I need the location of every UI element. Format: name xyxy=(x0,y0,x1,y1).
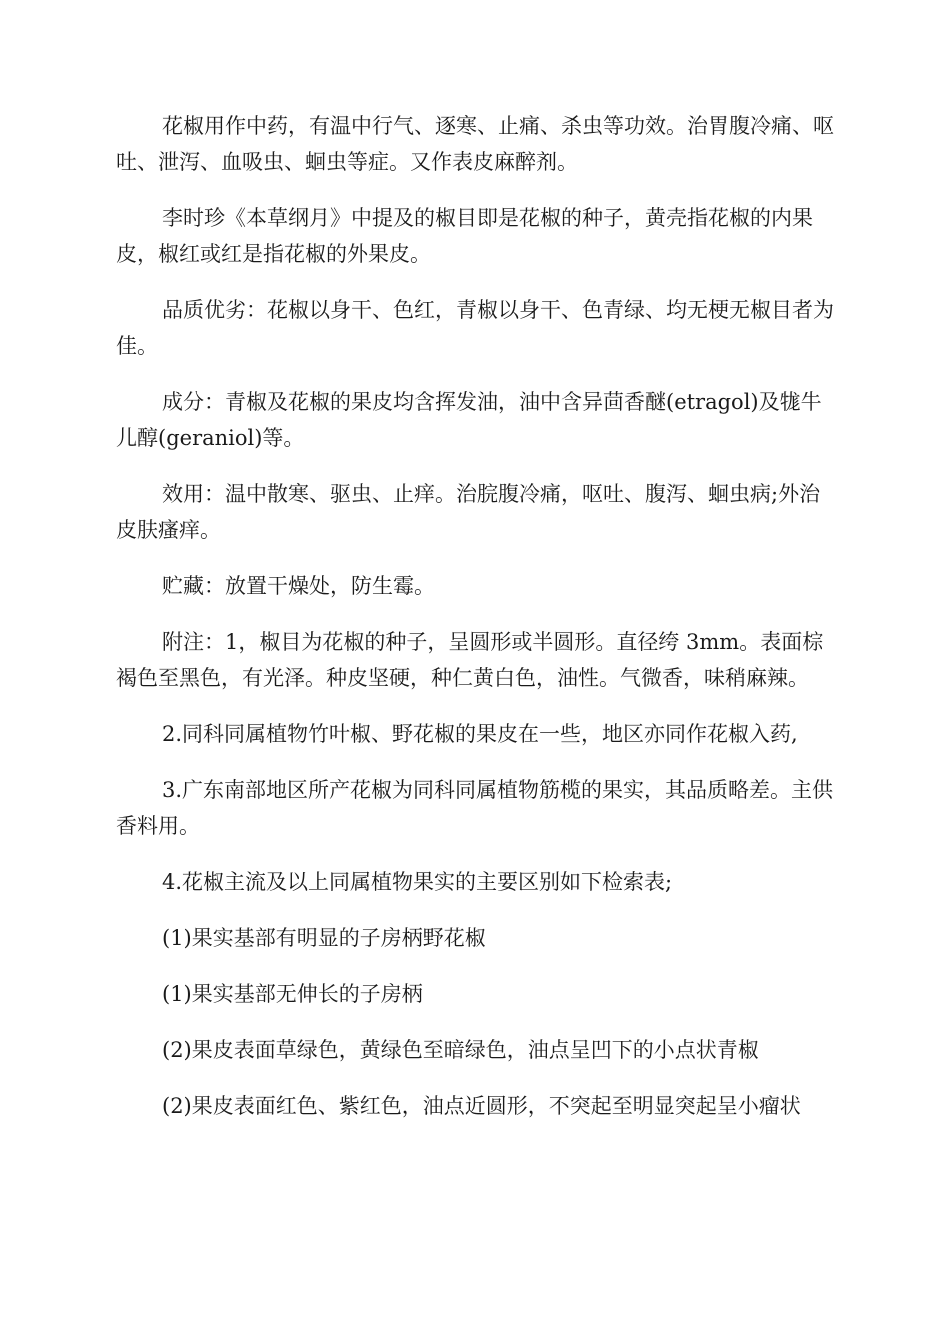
paragraph-note-2: 2.同科同属植物竹叶椒、野花椒的果皮在一些，地区亦同作花椒入药, xyxy=(162,722,798,746)
paragraph-usage: 花椒用作中药，有温中行气、逐寒、止痛、杀虫等功效。治胃腹冷痛、呕吐、泄泻、血吸虫、蛔虫等症。又作表皮麻醉剂。 xyxy=(116,114,834,174)
paragraph-bencao: 李时珍《本草纲月》中提及的椒目即是花椒的种子，黄壳指花椒的内果皮，椒红或红是指花椒的外果皮。 xyxy=(116,206,813,266)
paragraph-composition: 成分：青椒及花椒的果皮均含挥发油，油中含异茴香醚(etragol)及牻牛儿醇(geraniol)等。 xyxy=(116,390,822,450)
key-item-1b: (1)果实基部无伸长的子房柄 xyxy=(162,982,423,1006)
key-item-2b: (2)果皮表面红色、紫红色，油点近圆形，不突起至明显突起呈小瘤状 xyxy=(162,1094,801,1118)
paragraph-note-3: 3.广东南部地区所产花椒为同科同属植物筋榄的果实，其品质略差。主供香料用。 xyxy=(116,778,834,838)
paragraph-quality: 品质优劣：花椒以身干、色红，青椒以身干、色青绿、均无梗无椒目者为佳。 xyxy=(116,298,834,358)
key-item-1a: (1)果实基部有明显的子房柄野花椒 xyxy=(162,926,486,950)
paragraph-note-4: 4.花椒主流及以上同属植物果实的主要区别如下检索表; xyxy=(162,870,673,894)
paragraph-effects: 效用：温中散寒、驱虫、止痒。治脘腹冷痛，呕吐、腹泻、蛔虫病;外治皮肤瘙痒。 xyxy=(116,482,821,542)
paragraph-storage: 贮藏：放置干燥处，防生霉。 xyxy=(162,574,435,598)
document-body xyxy=(116,108,836,1144)
key-item-2a: (2)果皮表面草绿色，黄绿色至暗绿色，油点呈凹下的小点状青椒 xyxy=(162,1038,759,1062)
paragraph-note-1: 附注：1，椒目为花椒的种子，呈圆形或半圆形。直径绔 3mm。表面棕褐色至黑色，有光泽。种皮坚硬，种仁黄白色，油性。气微香，味稍麻辣。 xyxy=(116,630,824,690)
